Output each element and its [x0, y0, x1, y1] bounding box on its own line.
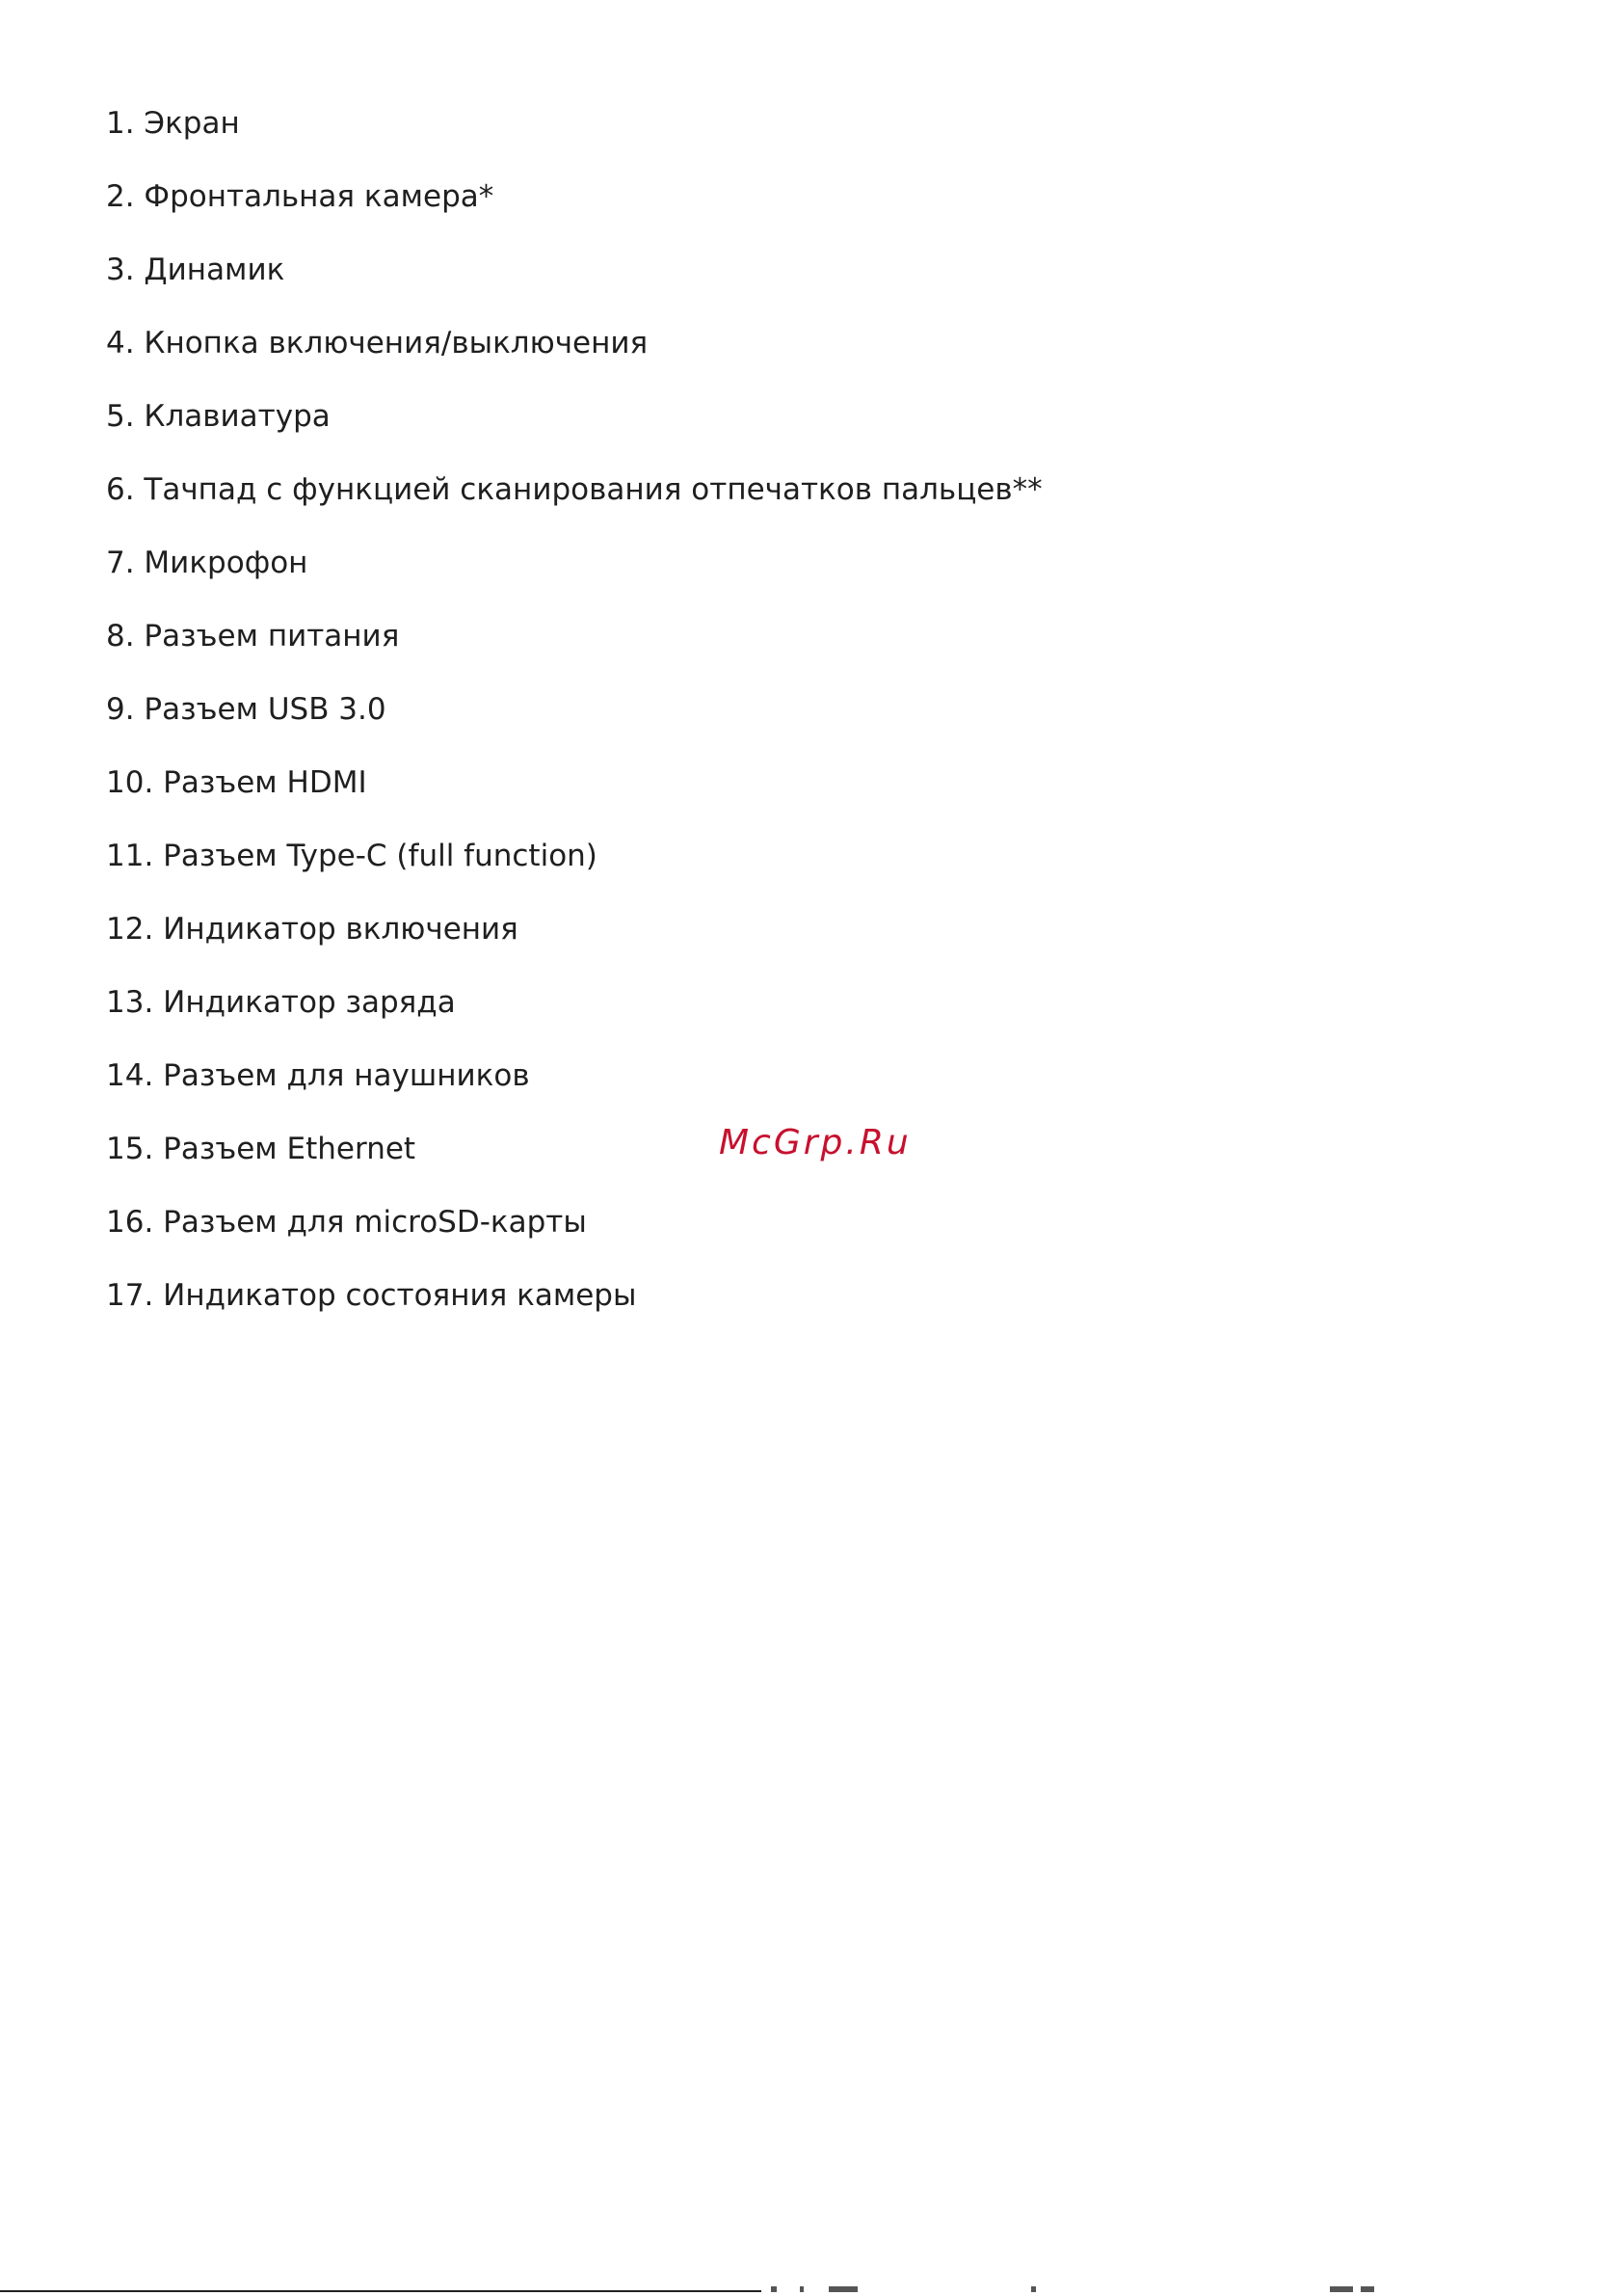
watermark: McGrp.Ru — [719, 1123, 912, 1162]
list-item: 6. Тачпад с функцией сканирования отпечатков пальцев** — [106, 472, 1043, 507]
list-item: 16. Разъем для microSD-карты — [106, 1205, 587, 1240]
list-item: 1. Экран — [106, 106, 240, 141]
footer-scan-marks — [771, 2286, 1446, 2294]
list-item: 17. Индикатор состояния камеры — [106, 1278, 637, 1313]
list-item: 13. Индикатор заряда — [106, 985, 456, 1020]
list-item: 4. Кнопка включения/выключения — [106, 326, 649, 360]
list-item: 15. Разъем Ethernet — [106, 1132, 416, 1166]
list-item: 5. Клавиатура — [106, 399, 331, 434]
footer-rule — [0, 2290, 761, 2292]
list-item: 2. Фронтальная камера* — [106, 179, 494, 214]
list-item: 3. Динамик — [106, 253, 285, 287]
list-item: 8. Разъем питания — [106, 619, 400, 654]
list-item: 11. Разъем Type-C (full function) — [106, 839, 597, 873]
list-item: 7. Микрофон — [106, 546, 308, 580]
list-item: 10. Разъем HDMI — [106, 765, 367, 800]
list-item: 12. Индикатор включения — [106, 912, 518, 947]
list-item: 14. Разъем для наушников — [106, 1058, 530, 1093]
list-item: 9. Разъем USB 3.0 — [106, 692, 386, 727]
